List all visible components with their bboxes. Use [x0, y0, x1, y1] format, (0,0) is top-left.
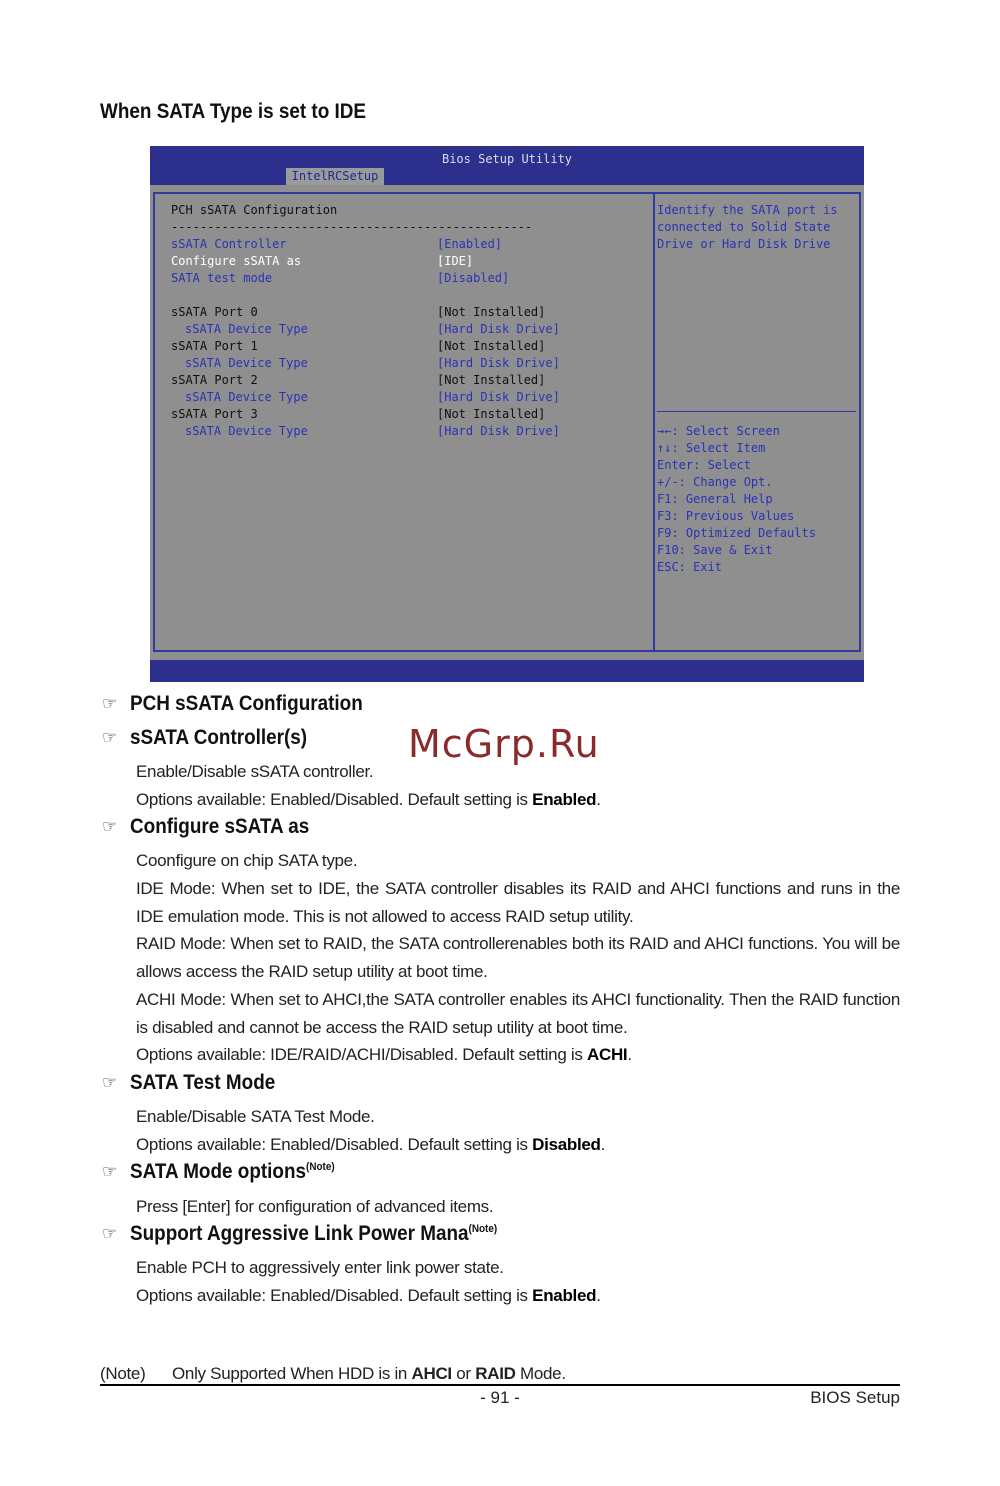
bios-body: [150, 185, 864, 660]
bios-setting-label[interactable]: sSATA Device Type: [185, 322, 308, 336]
pointing-hand-icon: ☞: [102, 1162, 118, 1181]
bios-setting-label[interactable]: sSATA Controller: [171, 237, 287, 251]
watermark: McGrp.Ru: [408, 722, 600, 766]
bios-screenshot: [150, 146, 864, 682]
section-configure-ssata: ☞ Configure sSATA as: [102, 815, 310, 838]
paragraph: Coonfigure on chip SATA type.: [136, 851, 358, 870]
bios-setting-value: [Not Installed]: [437, 305, 546, 319]
pointing-hand-icon: ☞: [102, 1073, 118, 1092]
bios-setting-value: [Not Installed]: [437, 407, 546, 421]
bios-setting-value[interactable]: [Enabled]: [437, 237, 503, 251]
bios-setting-value[interactable]: [Hard Disk Drive]: [437, 424, 560, 438]
key-help-line: ↑↓: Select Item: [657, 441, 766, 455]
bios-setting-value: [Not Installed]: [437, 373, 546, 387]
paragraph: IDE Mode: When set to IDE, the SATA controller disables its RAID and AHCI functions and runs in the IDE emulation mode. This is not allowed to access RAID setup utility.: [136, 879, 900, 926]
paragraph: RAID Mode: When set to RAID, the SATA controllerenables both its RAID and AHCI functions. You will be allows access the RAID setup utility at boot time.: [136, 934, 900, 981]
bios-section-title: PCH sSATA Configuration: [171, 203, 338, 217]
footer-section-name: BIOS Setup: [810, 1388, 900, 1407]
bios-setting-label[interactable]: sSATA Device Type: [185, 356, 308, 370]
bios-setting-label: sSATA Port 2: [171, 373, 258, 387]
bios-setting-value: [Not Installed]: [437, 339, 546, 353]
page-heading: When SATA Type is set to IDE: [100, 100, 367, 123]
paragraph: Options available: Enabled/Disabled. Default setting is Disabled.: [136, 1135, 606, 1154]
bios-setting-label[interactable]: sSATA Device Type: [185, 424, 308, 438]
key-help-line: F1: General Help: [657, 492, 773, 506]
help-divider: [657, 411, 856, 412]
bios-setting-label: sSATA Port 1: [171, 339, 258, 353]
bios-setting-label[interactable]: SATA test mode: [171, 271, 273, 285]
pointing-hand-icon: ☞: [102, 728, 118, 747]
paragraph: Options available: Enabled/Disabled. Default setting is Enabled.: [136, 790, 601, 809]
key-help-line: →←: Select Screen: [657, 424, 780, 438]
bios-settings-panel: [153, 192, 655, 652]
paragraph: Enable/Disable SATA Test Mode.: [136, 1107, 375, 1126]
tab-intelrcsetup[interactable]: IntelRCSetup: [286, 168, 384, 185]
bios-title: Bios Setup Utility: [441, 152, 573, 166]
bios-setting-value[interactable]: [Hard Disk Drive]: [437, 390, 560, 404]
section-ssata-controller: ☞ sSATA Controller(s): [102, 726, 308, 749]
section-sata-mode-options: ☞ SATA Mode options$^{(Note)}$: [102, 1160, 335, 1183]
bios-bottom-bar: [150, 660, 864, 682]
bios-setting-label[interactable]: Configure sSATA as: [171, 254, 302, 268]
help-text-line: Identify the SATA port is: [657, 203, 838, 217]
key-help-line: F3: Previous Values: [657, 509, 795, 523]
bios-setting-label: sSATA Port 0: [171, 305, 258, 319]
paragraph: ACHI Mode: When set to AHCI,the SATA controller enables its AHCI functionality. Then the RAID function is disabled and cannot be access the RAID setup utility at boot time.: [136, 990, 900, 1037]
pointing-hand-icon: ☞: [102, 817, 118, 836]
section-sata-test-mode: ☞ SATA Test Mode: [102, 1071, 276, 1094]
bios-setting-value[interactable]: [Hard Disk Drive]: [437, 322, 560, 336]
key-help-line: F9: Optimized Defaults: [657, 526, 816, 540]
help-text-line: Drive or Hard Disk Drive: [657, 237, 831, 251]
paragraph: Enable/Disable sSATA controller.: [136, 762, 374, 781]
section-pch-ssata: ☞ PCH sSATA Configuration: [102, 692, 363, 715]
section-aggressive-link-power: ☞ Support Aggressive Link Power Mana$^{(Note)}$: [102, 1222, 498, 1245]
paragraph: Options available: Enabled/Disabled. Default setting is Enabled.: [136, 1286, 601, 1305]
paragraph: Options available: IDE/RAID/ACHI/Disabled. Default setting is ACHI.: [136, 1045, 632, 1064]
key-help-line: Enter: Select: [657, 458, 751, 472]
footnote: (Note) Only Supported When HDD is in AHCI or RAID Mode.: [100, 1364, 566, 1383]
paragraph: Enable PCH to aggressively enter link power state.: [136, 1258, 504, 1277]
bios-help-panel: [653, 192, 861, 652]
key-help-line: F10: Save & Exit: [657, 543, 773, 557]
bios-setting-label: sSATA Port 3: [171, 407, 258, 421]
page-number: - 91 -: [480, 1388, 520, 1407]
help-text-line: connected to Solid State: [657, 220, 831, 234]
bios-setting-value[interactable]: [IDE]: [437, 254, 474, 268]
bios-setting-value[interactable]: [Disabled]: [437, 271, 510, 285]
bios-setting-value[interactable]: [Hard Disk Drive]: [437, 356, 560, 370]
paragraph: Press [Enter] for configuration of advanced items.: [136, 1197, 494, 1216]
bios-separator: --------------------------------------------------: [171, 220, 533, 234]
footer-rule: [100, 1384, 900, 1386]
key-help-line: +/-: Change Opt.: [657, 475, 773, 489]
pointing-hand-icon: ☞: [102, 694, 118, 713]
pointing-hand-icon: ☞: [102, 1224, 118, 1243]
key-help-line: ESC: Exit: [657, 560, 723, 574]
bios-setting-label[interactable]: sSATA Device Type: [185, 390, 308, 404]
